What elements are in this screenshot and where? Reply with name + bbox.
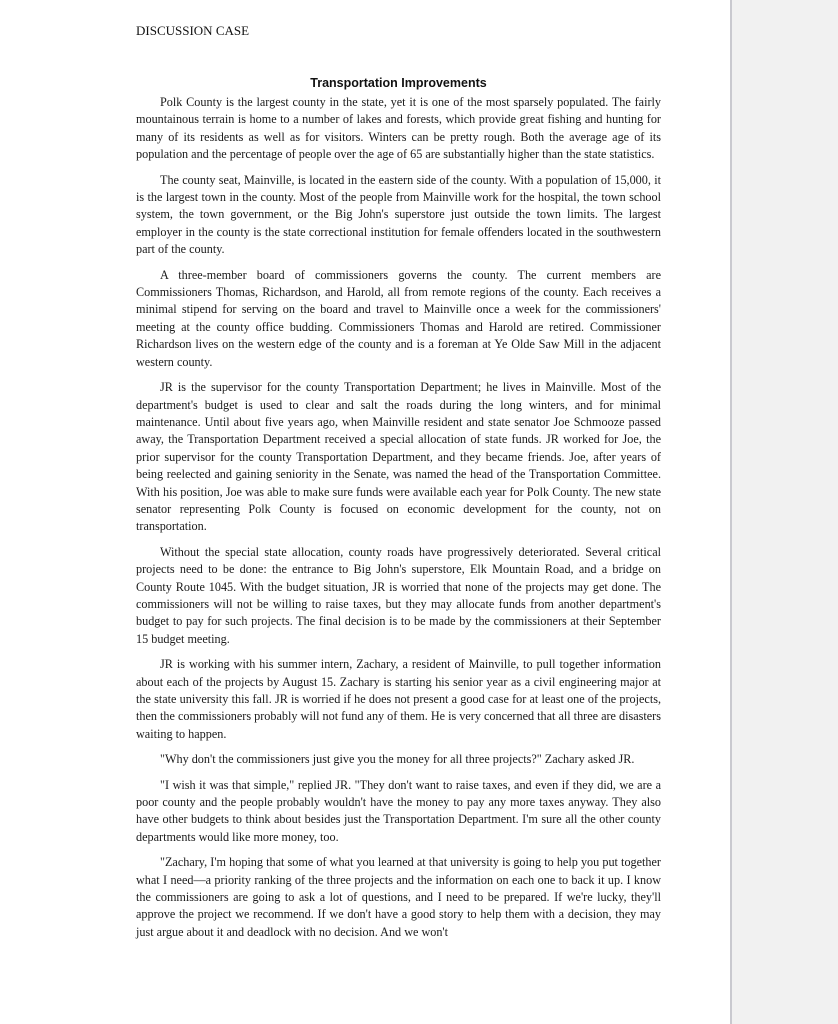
case-title: Transportation Improvements (310, 76, 487, 90)
paragraph: Without the special state allocation, county roads have progressively deteriorated. Several critical projects need to be done: the entrance to Big John's superstore, Elk Mountain Road, and a bridge on County Route 1045. With the budget situation, JR is worried that none of the projects may get done. The commissioners will not be willing to raise taxes, but they may allocate funds from another department's budget to pay for such projects. The final decision is to be made by the commissioners at their September 15 budget meeting. (136, 544, 661, 646)
paragraph: A three-member board of commissioners governs the county. The current members are Commissioners Thomas, Richardson, and Harold, all from remote regions of the county. Each receives a minimal stipend for serving on the board and travel to Mainville once a week for the commissioners' meeting at the county office budding. Commissioners Thomas and Harold are retired. Commissioner Richardson lives on the western edge of the county and is a foreman at Ye Olde Saw Mill in the adjacent western county. (136, 267, 661, 369)
paragraph: JR is working with his summer intern, Zachary, a resident of Mainville, to pull together information about each of the projects by August 15. Zachary is starting his senior year as a civil engineering major at the state university this fall. JR is worried if he does not present a good case for at least one of the projects, then the commissioners probably will not fund any of them. He is very concerned that all three are disasters waiting to happen. (136, 657, 661, 741)
paragraph: "I wish it was that simple," replied JR. "They don't want to raise taxes, and even if they did, we are a poor county and the people probably wouldn't have the money to pay any more taxes anyway. They also have other budgets to think about besides just the Transportation Department. I'm sure all the other county departments would like more money, too. (136, 777, 661, 844)
paragraph: Polk County is the largest county in the state, yet it is one of the most sparsely populated. The fairly mountainous terrain is home to a number of lakes and forests, which provide great fishing and hunting for many of its residents as well as for visitors. Winters can be pretty rough. Both the average age of its population and the percentage of people over the age of 65 are substantially higher than the state statistics. (136, 95, 661, 162)
paragraph: JR is the supervisor for the county Transportation Department; he lives in Mainville. Most of the department's budget is used to clear and salt the roads during the long winters, and for minimal maintenance. Until about five years ago, when Mainville resident and state senator Joe Schmooze passed away, the Transportation Department received a special allocation of state funds. JR worked for Joe, the prior supervisor for the county Transportation Department, and they became friends. Joe, after years of being reelected and gaining seniority in the Senate, was named the head of the Transportation Committee. With his position, Joe was able to make sure funds were available each year for Polk County. The new state senator representing Polk County is focused on economic development for the county, not on transportation. (136, 380, 661, 534)
document-body (136, 94, 661, 949)
paragraph: "Why don't the commissioners just give you the money for all three projects?" Zachary asked JR. (160, 752, 635, 767)
paragraph: "Zachary, I'm hoping that some of what you learned at that university is going to help you put together what I need—a priority ranking of the three projects and the information on each one to back it up. I know the commissioners are going to ask a lot of questions, and I need to be prepared. If we're lucky, they'll approve the project we recommend. If we don't have a good story to help them with a decision, they may just argue about it and deadlock with no decision. And we won't (136, 855, 661, 939)
section-header: DISCUSSION CASE (136, 23, 250, 38)
paragraph: The county seat, Mainville, is located in the eastern side of the county. With a population of 15,000, it is the largest town in the county. Most of the people from Mainville work for the hospital, the town school system, the town government, or the Big John's superstore just outside the town limits. The largest employer in the county is the state correctional institution for female offenders located in the southwestern part of the county. (136, 172, 661, 257)
